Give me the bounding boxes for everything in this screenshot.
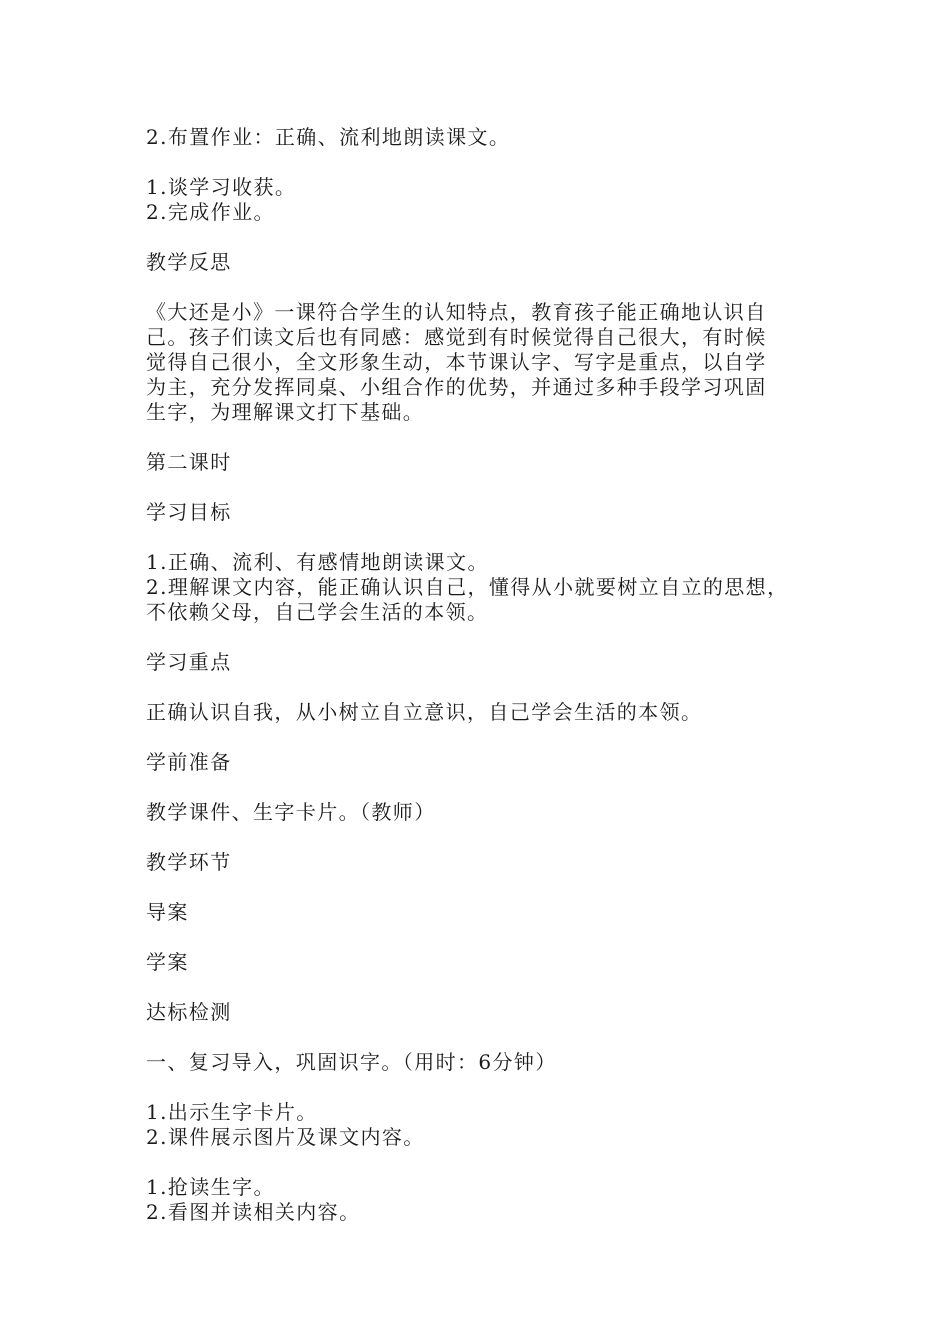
text-line: 觉得自己很小，全文形象生动，本节课认字、写字是重点，以自学 <box>146 350 767 374</box>
text-line: 为主，充分发挥同桌、小组合作的优势，并通过多种手段学习巩固 <box>146 375 767 399</box>
text-line: 己。孩子们读文后也有同感：感觉到有时候觉得自己很大，有时候 <box>146 325 767 349</box>
heading-text: 教学反思 <box>146 250 232 274</box>
list-item: 2.理解课文内容，能正确认识自己，懂得从小就要树立自立的思想， <box>146 575 789 599</box>
lesson2-heading <box>146 450 836 475</box>
goals-list <box>146 550 836 625</box>
check-heading <box>146 1000 836 1025</box>
teacher-activity-list <box>146 1100 836 1150</box>
heading-text: 一、复习导入，巩固识字。（用时：6分钟） <box>146 1050 557 1074</box>
text-line: 2.布置作业：正确、流利地朗读课文。 <box>146 125 511 149</box>
list-item-continuation: 不依赖父母，自己学会生活的本领。 <box>146 600 489 624</box>
heading-text: 达标检测 <box>146 1000 232 1024</box>
list-item: 1.出示生字卡片。 <box>146 1100 318 1124</box>
reflection-heading <box>146 250 836 275</box>
heading-text: 学案 <box>146 950 189 974</box>
heading-text: 导案 <box>146 900 189 924</box>
homework-item-2 <box>146 125 836 150</box>
list-item: 2.课件展示图片及课文内容。 <box>146 1125 425 1149</box>
prep-heading <box>146 750 836 775</box>
text-line: 正确认识自我，从小树立自立意识，自己学会生活的本领。 <box>146 700 703 724</box>
section1-heading <box>146 1050 836 1075</box>
list-item: 1.抢读生字。 <box>146 1175 275 1199</box>
steps-heading <box>146 850 836 875</box>
text-line: 《大还是小》一课符合学生的认知特点，教育孩子能正确地认识自 <box>146 300 767 324</box>
focus-text <box>146 700 836 725</box>
text-line: 生字，为理解课文打下基础。 <box>146 400 425 424</box>
list-item: 1.谈学习收获。 <box>146 175 297 199</box>
list-item: 2.看图并读相关内容。 <box>146 1200 361 1224</box>
reflection-paragraph <box>146 300 836 425</box>
student-activity-list-2 <box>146 1175 836 1225</box>
student-activity-list <box>146 175 836 225</box>
study-heading <box>146 950 836 975</box>
list-item: 2.完成作业。 <box>146 200 275 224</box>
focus-heading <box>146 650 836 675</box>
heading-text: 学前准备 <box>146 750 232 774</box>
text-line: 教学课件、生字卡片。（教师） <box>146 800 436 824</box>
heading-text: 教学环节 <box>146 850 232 874</box>
list-item: 1.正确、流利、有感情地朗读课文。 <box>146 550 489 574</box>
goals-heading <box>146 500 836 525</box>
heading-text: 学习重点 <box>146 650 232 674</box>
guide-heading <box>146 900 836 925</box>
prep-text <box>146 800 836 825</box>
heading-text: 学习目标 <box>146 500 232 524</box>
heading-text: 第二课时 <box>146 450 232 474</box>
